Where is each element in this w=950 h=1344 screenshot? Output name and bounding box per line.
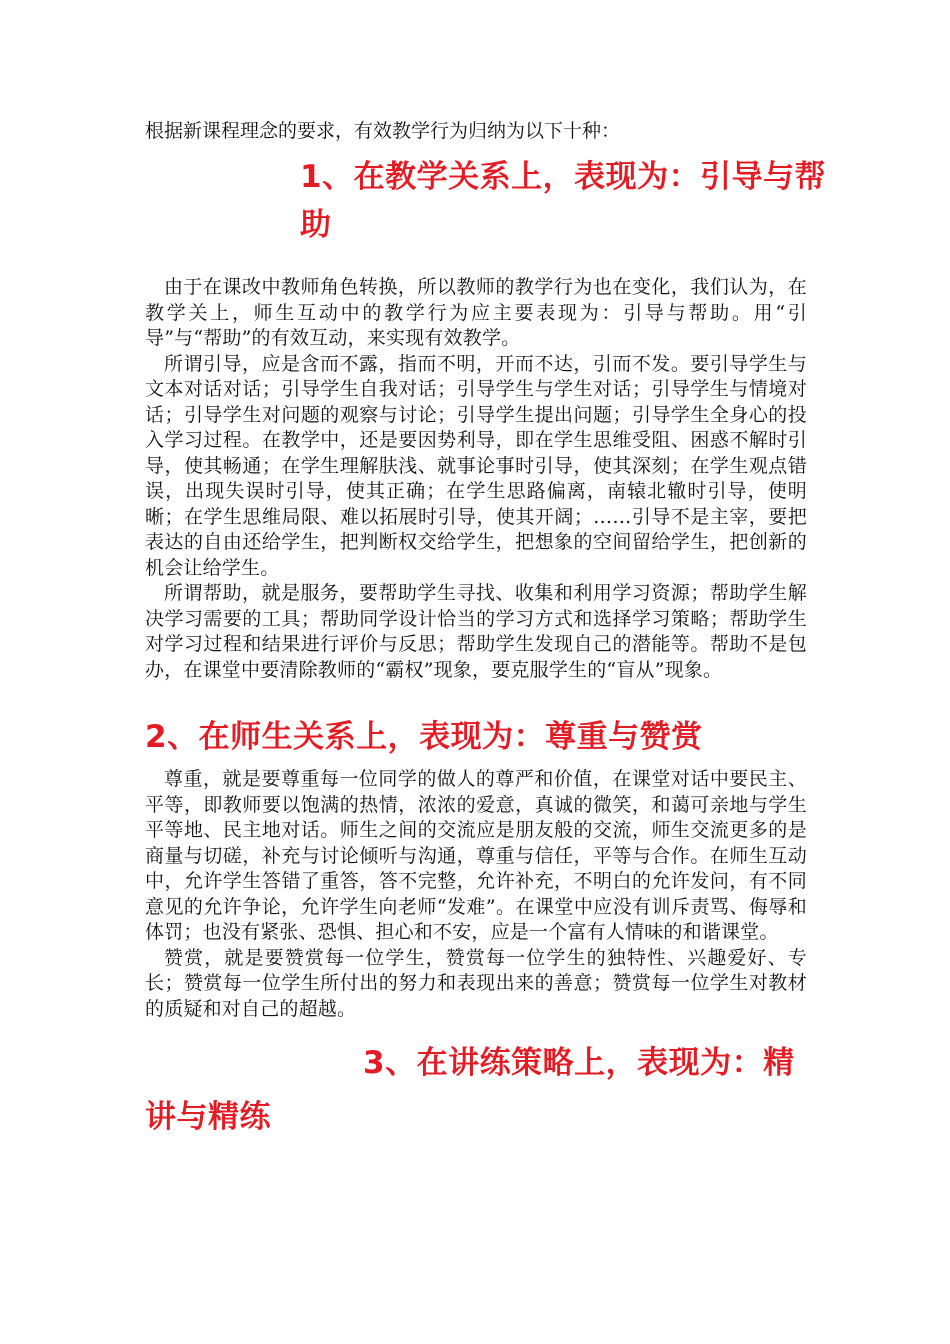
section-3-heading: 3、在讲练策略上，表现为：精讲与精练 [145,1045,795,1135]
section-1-paragraph-2: 所谓引导，应是含而不露，指而不明，开而不达，引而不发。要引导学生与文本对话对话；引导学生自我对话；引导学生与学生对话；引导学生与情境对话；引导学生对问题的观察与讨论；引导学生提出问题；引导学生全身心的投入学习过程。在教学中，还是要因势利导，即在学生思维受阻、困惑不解时引导，使其畅通；在学生理解肤浅、就事论事时引导，使其深刻；在学生观点错误，出现失误时引导，使其正确；在学生思路偏离，南辕北辙时引导，使明晰；在学生思维局限、难以拓展时引导，使其开阔；……引导不是主宰，要把表达的自由还给学生，把判断权交给学生，把想象的空间留给学生，把创新的机会让给学生。 [145,352,807,579]
section-2-paragraph-2: 赞赏，就是要赞赏每一位学生，赞赏每一位学生的独特性、兴趣爱好、专长；赞赏每一位学生所付出的努力和表现出来的善意；赞赏每一位学生对教材的质疑和对自己的超越。 [145,946,807,1020]
section-2-paragraph-1: 尊重，就是要尊重每一位同学的做人的尊严和价值，在课堂对话中要民主、平等，即教师要以饱满的热情，浓浓的爱意，真诚的微笑，和蔼可亲地与学生平等地、民主地对话。师生之间的交流应是朋友般的交流，师生交流更多的是商量与切磋，补充与讨论倾听与沟通，尊重与信任，平等与合作。在师生互动中，允许学生答错了重答，答不完整，允许补充，不明白的允许发问，有不同意见的允许争论，允许学生向老师“发难”。在课堂中应没有训斥责骂、侮辱和体罚；也没有紧张、恐惧、担心和不安，应是一个富有人情味的和谐课堂。 [145,768,807,943]
section-2-heading: 2、在师生关系上，表现为：尊重与赞赏 [145,719,703,755]
intro-text: 根据新课程理念的要求，有效教学行为归纳为以下十种： [145,120,621,142]
section-1-paragraph-3: 所谓帮助，就是服务，要帮助学生寻找、收集和利用学习资源；帮助学生解决学习需要的工具；帮助同学设计恰当的学习方式和选择学习策略；帮助学生对学习过程和结果进行评价与反思；帮助学生发现自己的潜能等。帮助不是包办，在课堂中要清除教师的“霸权”现象，要克服学生的“盲从”现象。 [145,582,807,681]
section-1-heading: 1、在教学关系上，表现为：引导与帮助 [300,159,827,243]
section-1-paragraph-1: 由于在课改中教师角色转换，所以教师的教学行为也在变化，我们认为，在教学关上，师生互动中的教学行为应主要表现为：引导与帮助。用“引导”与“帮助”的有效互动，来实现有效教学。 [145,276,807,349]
document-page [145,117,827,1144]
